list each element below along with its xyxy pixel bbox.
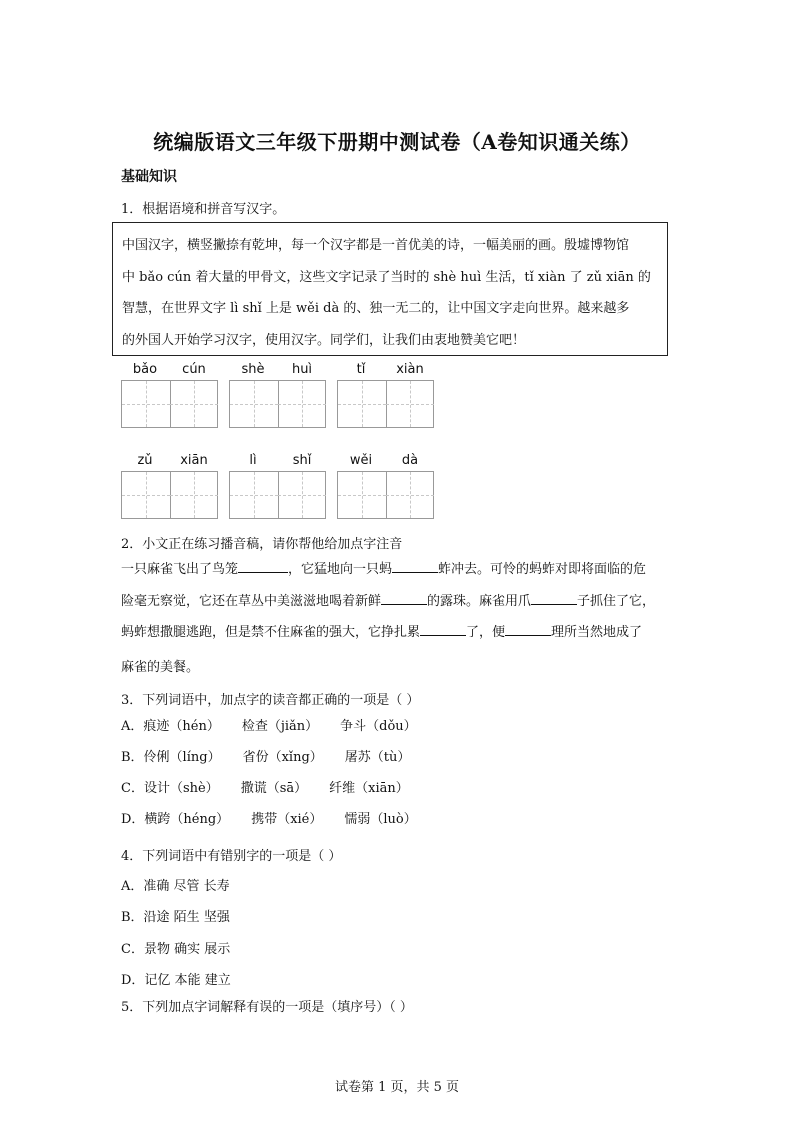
answer-blank[interactable]	[381, 592, 427, 605]
passage-line: 中国汉字，横竖撇捺有乾坤，每一个汉字都是一首优美的诗，一幅美丽的画。殷墟博物馆	[122, 238, 630, 253]
writing-grid[interactable]	[229, 471, 326, 519]
pinyin-label: xiān	[180, 453, 208, 468]
question-4-prompt: 4．下列词语中有错别字的一项是（ ）	[121, 849, 342, 864]
writing-grid[interactable]	[121, 380, 218, 428]
question-2-line: 蚂蚱想撒腿逃跑，但是禁不住麻雀的强大，它挣扎累 了，便 理所当然地成了	[121, 625, 643, 640]
pinyin-label: zǔ	[137, 453, 153, 468]
pinyin-label: wěi	[349, 453, 373, 468]
pinyin-grid-row-2	[121, 453, 441, 523]
pinyin-grid-row-1	[121, 362, 441, 432]
pinyin-label: shè	[241, 362, 265, 377]
passage-line: 的外国人开始学习汉字，使用汉字。同学们，让我们由衷地赞美它吧！	[122, 332, 526, 348]
passage-line: 智慧，在世界文字 lì shǐ 上是 wěi dà 的、独一无二的，让中国文字走向世界。越来越多	[122, 301, 630, 316]
question-2-prompt: 2．小文正在练习播音稿，请你帮他给加点字注音	[121, 537, 403, 552]
page-footer: 试卷第 1 页，共 5 页	[334, 1080, 460, 1095]
question-4-option[interactable]: B．沿途 陌生 坚强	[121, 910, 230, 925]
question-3-option[interactable]: A．痕迹（hén） 检查（jiǎn） 争斗（dǒu）	[121, 719, 417, 734]
question-2-line: 一只麻雀飞出了鸟笼 ，它猛地向一只蚂 蚱冲去。可怜的蚂蚱对即将面临的危	[121, 562, 647, 577]
pinyin-label: huì	[291, 362, 313, 377]
answer-blank[interactable]	[238, 560, 288, 573]
pinyin-label: bǎo	[132, 362, 158, 377]
writing-grid[interactable]	[121, 471, 218, 519]
answer-blank[interactable]	[505, 623, 551, 636]
question-2-line: 险毫无察觉，它还在草丛中美滋滋地喝着新鲜 的露珠。麻雀用爪 子抓住了它，	[121, 594, 656, 609]
question-4-option[interactable]: A．准确 尽管 长寿	[121, 879, 230, 894]
answer-blank[interactable]	[392, 560, 438, 573]
question-4-option[interactable]: D．记亿 本能 建立	[121, 973, 231, 988]
writing-grid[interactable]	[337, 380, 434, 428]
pinyin-label: cún	[182, 362, 206, 377]
pinyin-label: dà	[401, 453, 419, 468]
question-5-prompt: 5．下列加点字词解释有误的一项是（填序号）（ ）	[121, 1000, 413, 1015]
page-title: 统编版语文三年级下册期中测试卷（A卷知识通关练）	[153, 130, 641, 154]
pinyin-label: tǐ	[356, 362, 366, 377]
answer-blank[interactable]	[531, 592, 577, 605]
passage-line: 中 bǎo cún 着大量的甲骨文，这些文字记录了当时的 shè huì 生活，tǐ xiàn 了 zǔ xiān 的	[122, 269, 651, 285]
question-4-option[interactable]: C．景物 确实 展示	[121, 942, 231, 957]
question-3-option[interactable]: C．设计（shè） 撒谎（sā） 纤维（xiān）	[121, 781, 409, 796]
question-3-option[interactable]: D．横跨（héng） 携带（xié） 懦弱（luò）	[121, 812, 417, 827]
answer-blank[interactable]	[420, 623, 466, 636]
pinyin-label: xiàn	[396, 362, 424, 377]
question-3-option[interactable]: B．伶俐（líng） 省份（xǐng） 屠苏（tù）	[121, 750, 411, 765]
question-1-passage-box	[112, 222, 668, 356]
writing-grid[interactable]	[229, 380, 326, 428]
question-1-prompt: 1．根据语境和拼音写汉字。	[121, 202, 286, 217]
section-heading: 基础知识	[121, 169, 177, 185]
pinyin-label: shǐ	[292, 453, 312, 468]
writing-grid[interactable]	[337, 471, 434, 519]
pinyin-label: lì	[249, 453, 257, 468]
question-3-prompt: 3．下列词语中，加点字的读音都正确的一项是（ ）	[121, 693, 420, 708]
question-2-line: 麻雀的美餐。	[121, 660, 200, 675]
